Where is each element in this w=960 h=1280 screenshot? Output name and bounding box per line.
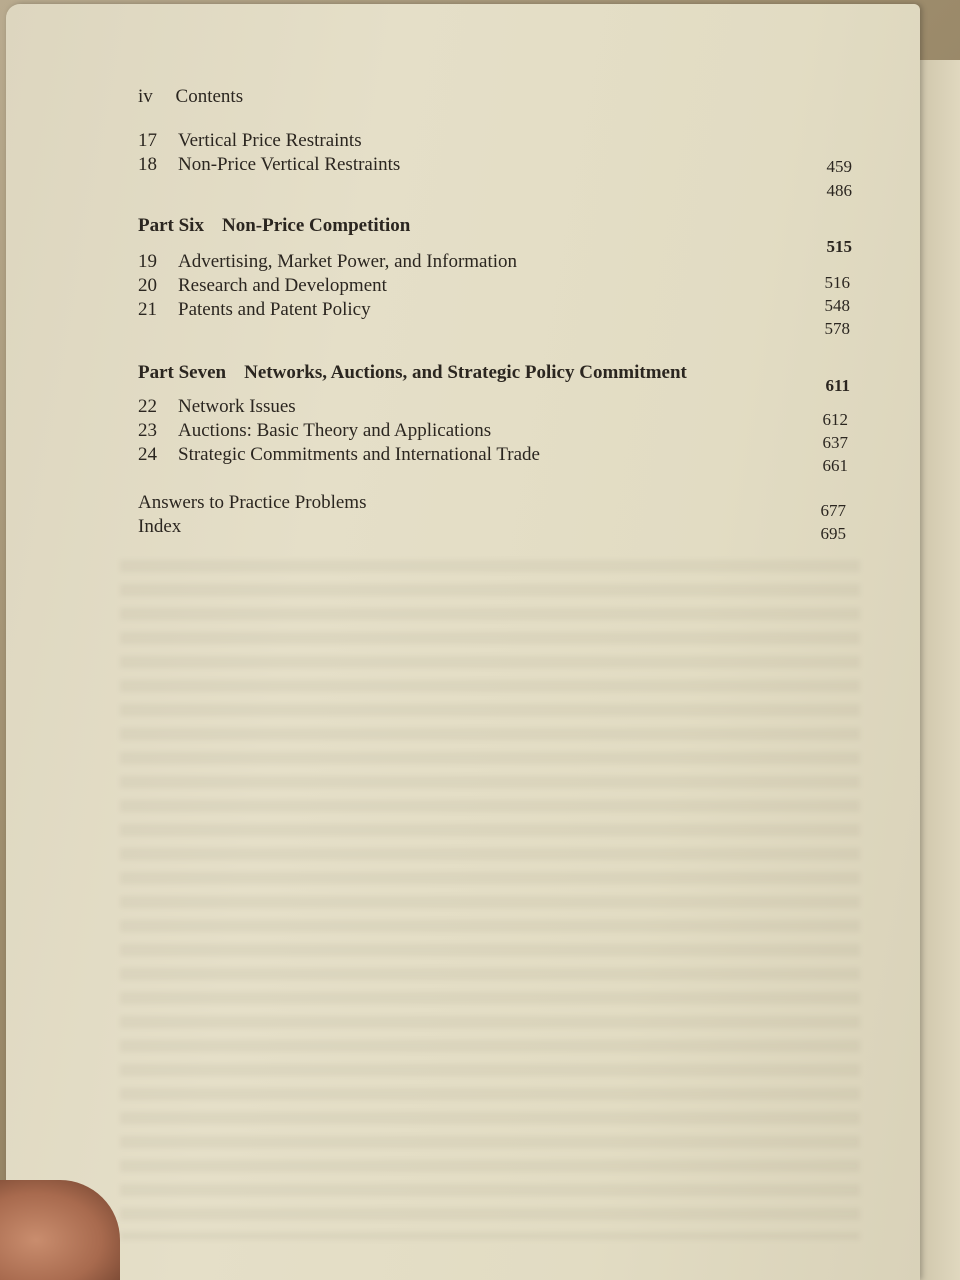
part-label: Part Seven [138,362,227,383]
part-page-ref: 611 [825,376,850,395]
part-heading [138,362,687,384]
chapter-number: 21 [138,299,157,320]
part-title: Networks, Auctions, and Strategic Policy Commitment [244,362,687,383]
toc-entry [138,154,400,176]
page-ref: 695 [820,524,846,543]
chapter-title: Patents and Patent Policy [178,299,371,320]
toc-entry [138,275,387,297]
chapter-number: 22 [138,396,157,417]
back-matter-title: Answers to Practice Problems [138,492,367,513]
toc-entry [138,130,362,152]
page-ref: 459 [826,157,852,176]
toc-entry [138,396,296,418]
toc-entry [138,299,371,321]
toc-entry [138,444,540,466]
header-section-title: Contents [175,86,244,107]
page-ref: 578 [824,319,850,338]
chapter-number: 17 [138,130,157,151]
chapter-number: 24 [138,444,157,465]
page-ref: 516 [824,273,850,292]
chapter-number: 18 [138,154,157,175]
chapter-title: Auctions: Basic Theory and Applications [178,420,492,441]
chapter-title: Network Issues [178,396,296,417]
header-page-number: iv [138,86,153,107]
part-title: Non-Price Competition [221,215,411,236]
chapter-number: 23 [138,420,157,441]
page-ref: 661 [822,456,848,475]
toc-entry [138,251,517,273]
toc-entry [138,420,491,442]
chapter-title: Strategic Commitments and International Trade [178,444,540,465]
part-heading [138,215,410,237]
running-header [138,86,243,108]
chapter-title: Vertical Price Restraints [178,130,362,151]
page-ref: 637 [822,433,848,452]
page-ref: 486 [826,181,852,200]
part-label: Part Six [138,215,204,236]
chapter-number: 20 [138,275,157,296]
page-ref: 612 [822,410,848,429]
chapter-title: Advertising, Market Power, and Information [178,251,518,272]
part-page-ref: 515 [826,237,852,256]
chapter-title: Research and Development [178,275,387,296]
page-ref: 548 [824,296,850,315]
page-ref: 677 [820,501,846,520]
chapter-number: 19 [138,251,157,272]
chapter-title: Non-Price Vertical Restraints [178,154,401,175]
back-matter-title: Index [138,516,182,537]
